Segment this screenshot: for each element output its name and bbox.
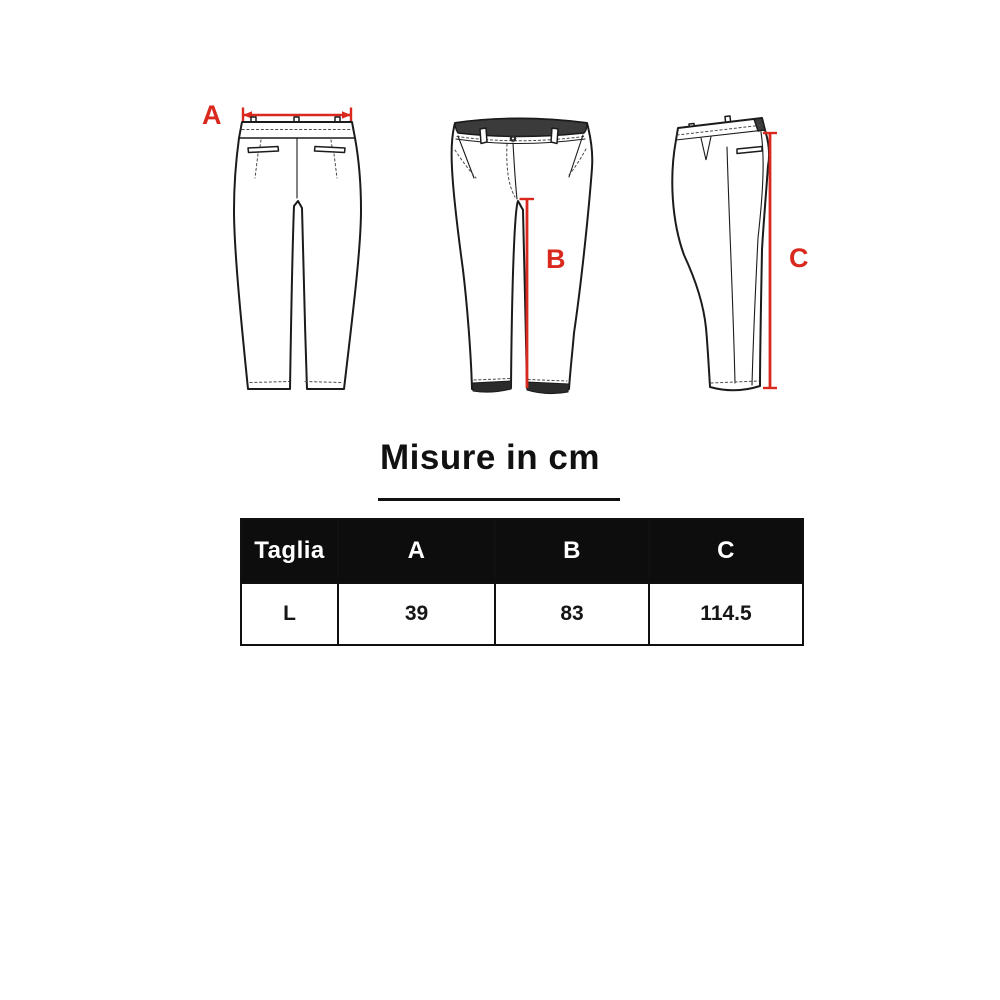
belt-loop [551,128,558,144]
leg-hem [472,381,511,392]
measurement-label-c: C [789,243,809,273]
pants-body [672,118,769,390]
header-taglia: Taglia [241,519,338,583]
pants-back-view-svg [195,98,365,400]
size-table [240,518,804,646]
header-c: C [649,519,803,583]
size-table-row [241,583,803,645]
header-b: B [495,519,649,583]
size-table-header-row [241,519,803,583]
pants-body [452,119,593,390]
cell-a: 39 [338,583,495,645]
back-pocket [315,147,346,153]
back-pocket [248,147,279,153]
belt-loop [480,128,487,144]
leg-hem [527,382,569,394]
cell-b: 83 [495,583,649,645]
page-title: Misure in cm [380,438,600,477]
pants-back-view-drawing [195,98,365,400]
measurement-label-a: A [202,100,222,130]
cell-taglia: L [241,583,338,645]
waistband-inner [455,119,587,137]
cell-c: 114.5 [649,583,803,645]
header-a: A [338,519,495,583]
title-underline [378,498,620,501]
measurement-label-b: B [546,244,566,274]
pants-front-view-drawing [435,98,605,400]
pants-front-view-svg [435,98,605,400]
